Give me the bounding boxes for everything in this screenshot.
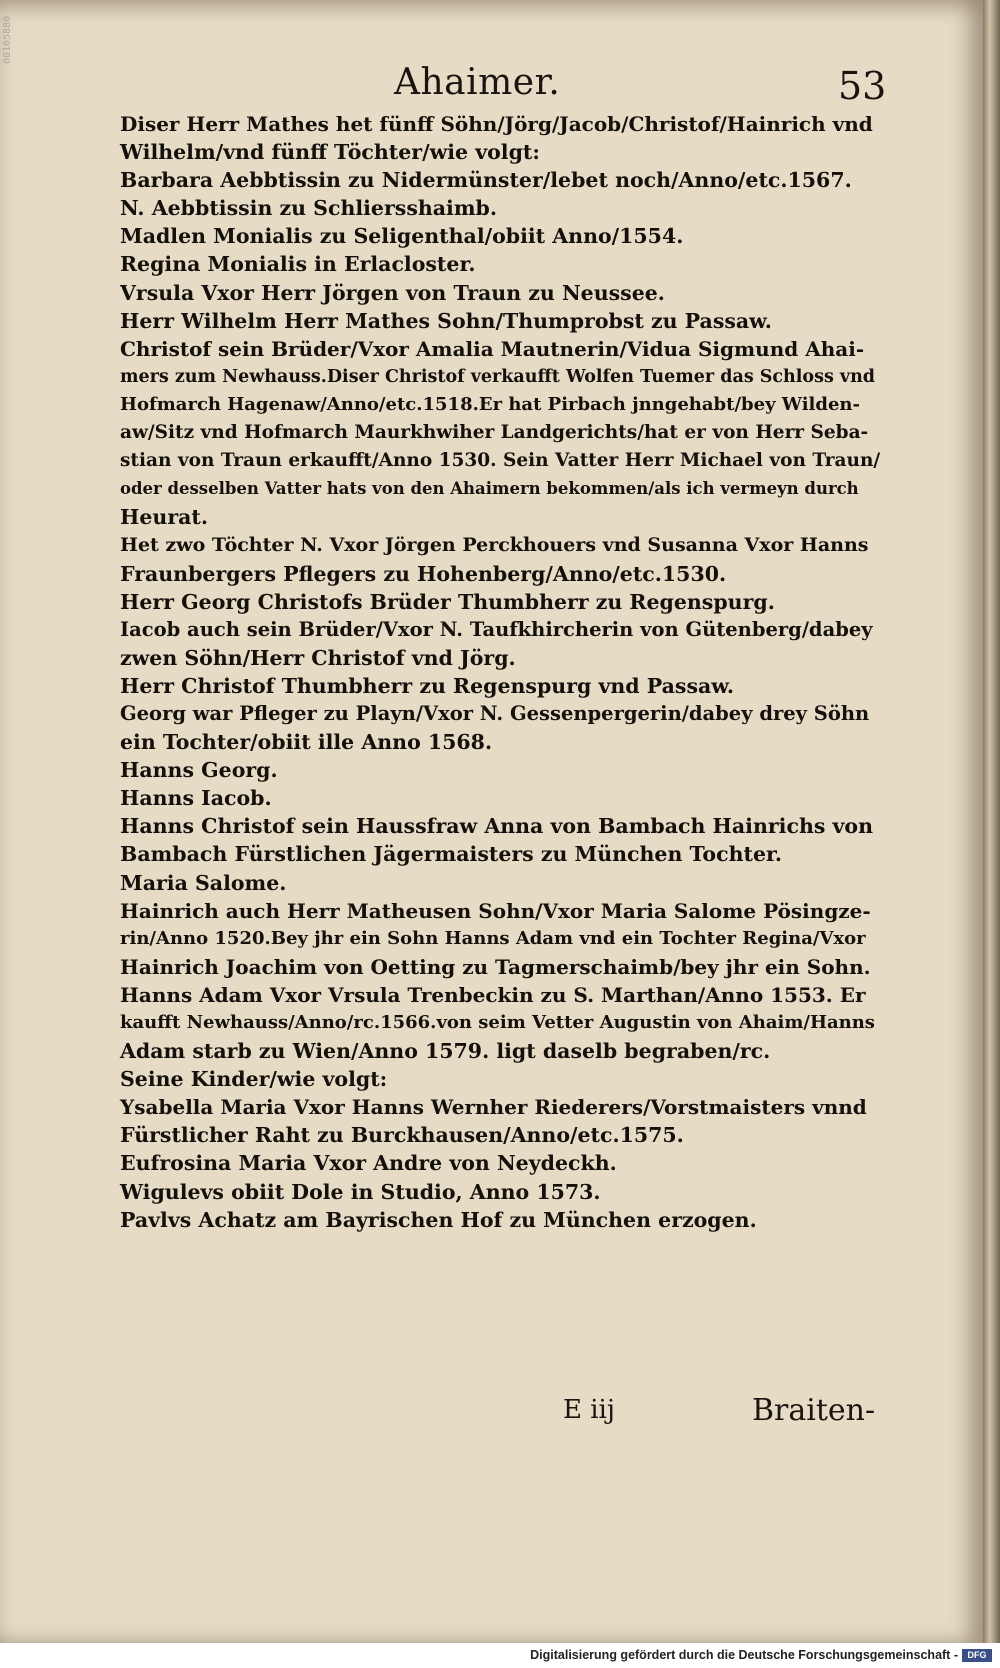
text-line: Ysabella Maria Vxor Hanns Wernher Riederers/Vorstmaisters vnnd: [120, 1095, 867, 1120]
text-line: Madlen Monialis zu Seligenthal/obiit Anno/1554.: [120, 224, 684, 249]
text-line: Het zwo Töchter N. Vxor Jörgen Perckhouers vnd Susanna Vxor Hanns: [120, 534, 869, 557]
text-line: Eufrosina Maria Vxor Andre von Neydeckh.: [120, 1151, 617, 1176]
text-line: Herr Christof Thumbherr zu Regenspurg vnd Passaw.: [120, 673, 734, 698]
text-line: Hanns Christof sein Haussfraw Anna von Bambach Hainrichs von: [120, 814, 874, 839]
text-line: oder desselben Vatter hats von den Ahaimern bekommen/als ich vermeyn durch: [120, 479, 859, 499]
text-line: Maria Salome.: [120, 870, 287, 895]
text-line: Fraunbergers Pflegers zu Hohenberg/Anno/etc.1530.: [120, 561, 727, 586]
text-line: Hanns Iacob.: [120, 786, 272, 811]
text-line: Hofmarch Hagenaw/Anno/etc.1518.Er hat Pirbach jnngehabt/bey Wilden-: [120, 393, 860, 415]
text-line: Adam starb zu Wien/Anno 1579. ligt daselb begraben/rc.: [120, 1039, 771, 1064]
text-line: Seine Kinder/wie volgt:: [120, 1067, 388, 1092]
text-line: Hainrich Joachim von Oetting zu Tagmerschaimb/bey jhr ein Sohn.: [120, 954, 871, 979]
text-line: Hainrich auch Herr Matheusen Sohn/Vxor Maria Salome Pösingze-: [120, 898, 871, 923]
text-line: mers zum Newhauss.Diser Christof verkaufft Wolfen Tuemer das Schloss vnd: [120, 366, 876, 387]
margin-stamp: 00105880: [2, 15, 13, 64]
text-line: ein Tochter/obiit ille Anno 1568.: [120, 730, 493, 755]
page-edge: [983, 0, 1000, 1643]
text-line: Bambach Fürstlichen Jägermaisters zu München Tochter.: [120, 842, 783, 867]
text-line: Herr Georg Christofs Brüder Thumbherr zu Regenspurg.: [120, 589, 775, 614]
footer-credit: Digitalisierung gefördert durch die Deutsche Forschungsgemeinschaft -: [530, 1648, 958, 1662]
text-line: Barbara Aebbtissin zu Nidermünster/lebet noch/Anno/etc.1567.: [120, 168, 852, 193]
text-line: Herr Wilhelm Herr Mathes Sohn/Thumprobst zu Passaw.: [120, 308, 772, 333]
text-line: N. Aebbtissin zu Schliersshaimb.: [120, 196, 497, 221]
text-line: Vrsula Vxor Herr Jörgen von Traun zu Neussee.: [120, 280, 665, 305]
footer-bar: [0, 1643, 1000, 1668]
text-line: kaufft Newhauss/Anno/rc.1566.von seim Vetter Augustin von Ahaim/Hanns: [120, 1012, 875, 1033]
text-line: Iacob auch sein Brüder/Vxor N. Taufkhircherin von Gütenberg/dabey: [120, 617, 873, 641]
text-block: [120, 110, 880, 1234]
dfg-logo[interactable]: DFG: [962, 1649, 992, 1662]
text-line: rin/Anno 1520.Bey jhr ein Sohn Hanns Adam vnd ein Tochter Regina/Vxor: [120, 927, 866, 949]
text-line: Diser Herr Mathes het fünff Söhn/Jörg/Jacob/Christof/Hainrich vnd: [120, 112, 873, 136]
text-line: Fürstlicher Raht zu Burckhausen/Anno/etc.1575.: [120, 1123, 684, 1148]
running-head: Ahaimer.: [394, 62, 561, 103]
text-line: Wigulevs obiit Dole in Studio, Anno 1573.: [120, 1179, 601, 1204]
text-line: stian von Traun erkaufft/Anno 1530. Sein Vatter Herr Michael von Traun/: [120, 450, 881, 472]
text-line: Regina Monialis in Erlacloster.: [120, 252, 476, 277]
text-line: Pavlvs Achatz am Bayrischen Hof zu München erzogen.: [120, 1207, 757, 1232]
text-line: Wilhelm/vnd fünff Töchter/wie volgt:: [120, 140, 540, 165]
page-number: 53: [838, 64, 887, 108]
catchword: Braiten-: [752, 1393, 876, 1428]
signature-mark: E iij: [563, 1395, 615, 1425]
text-line: zwen Söhn/Herr Christof vnd Jörg.: [120, 645, 516, 670]
text-line: Christof sein Brüder/Vxor Amalia Mautnerin/Vidua Sigmund Ahai-: [120, 336, 865, 361]
text-line: Heurat.: [120, 505, 209, 530]
text-line: Hanns Adam Vxor Vrsula Trenbeckin zu S. Marthan/Anno 1553. Er: [120, 982, 866, 1007]
text-line: aw/Sitz vnd Hofmarch Maurkhwiher Landgerichts/hat er von Herr Seba-: [120, 422, 869, 444]
text-line: Georg war Pfleger zu Playn/Vxor N. Gessenpergerin/dabey drey Söhn: [120, 701, 870, 725]
text-line: Hanns Georg.: [120, 758, 278, 783]
